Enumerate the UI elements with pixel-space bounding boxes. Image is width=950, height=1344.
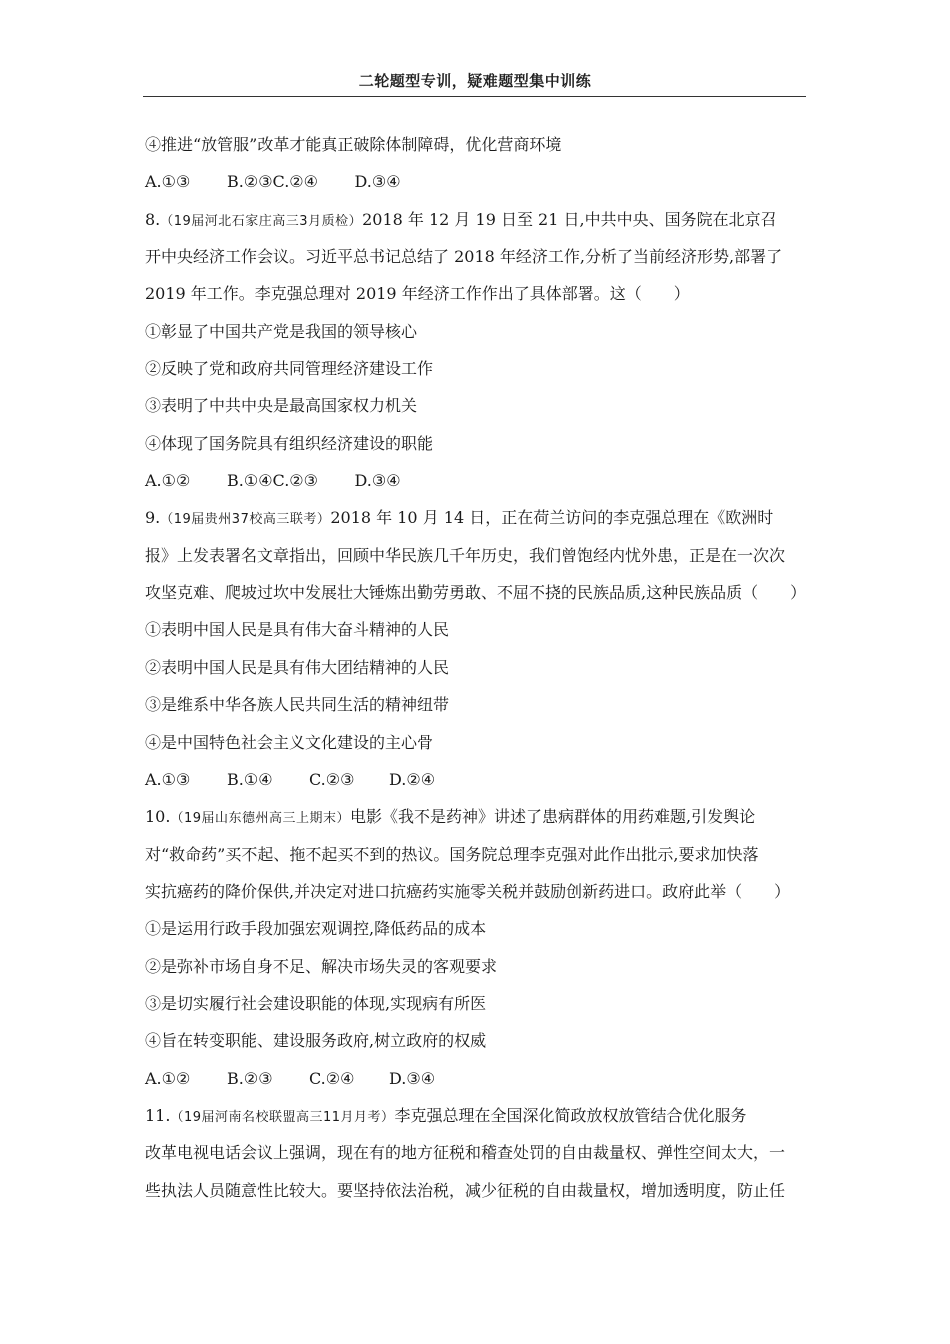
question-8-stem-line-1 (145, 201, 810, 238)
question-8-item-3: ③表明了中共中央是最高国家权力机关 (145, 396, 418, 416)
question-11-text-1: 李克强总理在全国深化简政放权放管结合优化服务 (394, 1105, 747, 1125)
question-9-item-2: ②表明中国人民是具有伟大团结精神的人民 (145, 657, 450, 677)
option-a: A.①③ (145, 172, 191, 192)
question-10-item-4: ④旨在转变职能、建设服务政府,树立政府的权威 (145, 1031, 487, 1051)
question-9-stem-line-1 (145, 499, 810, 536)
question-9-number: 9. (145, 508, 161, 528)
question-10-stem-line-1 (145, 798, 810, 835)
option-c: C.②④ (309, 1068, 355, 1088)
header-divider (143, 96, 806, 97)
question-9-stem-line-2: 报》上发表署名文章指出，回顾中华民族几千年历史，我们曾饱经内忧外患，正是在一次次 (145, 545, 786, 565)
option-d: D.③④ (389, 1068, 436, 1088)
option-b: B.②③ (227, 172, 273, 192)
prev-question-item-4: ④推进“放管服”改革才能真正破除体制障碍，优化营商环境 (145, 135, 562, 154)
option-a: A.①③ (145, 769, 191, 789)
option-c: C.②③ (309, 769, 355, 789)
question-8-source: （19届河北石家庄高三3月质检） (160, 213, 363, 229)
question-8-stem-line-2: 开中央经济工作会议。习近平总书记总结了 2018 年经济工作,分析了当前经济形势,部署了 (145, 247, 783, 267)
option-b: B.①④ (227, 769, 273, 789)
option-a: A.①② (145, 1068, 191, 1088)
question-10-stem-line-3: 实抗癌药的降价保供,并决定对进口抗癌药实施零关税并鼓励创新药进口。政府此举（ ） (145, 881, 791, 901)
question-11-number: 11. (145, 1105, 171, 1125)
question-8-stem-line-3: 2019 年工作。李克强总理对 2019 年经济工作作出了具体部署。这（ ） (145, 284, 690, 304)
question-10-item-1: ①是运用行政手段加强宏观调控,降低药品的成本 (145, 919, 487, 939)
question-10-text-1: 电影《我不是药神》讲述了患病群体的用药难题,引发舆论 (350, 807, 756, 827)
question-10-item-3: ③是切实履行社会建设职能的体现,实现病有所医 (145, 993, 487, 1013)
option-d: D.③④ (354, 172, 401, 192)
question-9-stem-line-3: 攻坚克难、爬坡过坎中发展壮大锤炼出勤劳勇敢、不屈不挠的民族品质,这种民族品质（ ） (145, 583, 807, 603)
question-11-stem-line-3: 些执法人员随意性比较大。要坚持依法治税，减少征税的自由裁量权，增加透明度，防止任 (145, 1180, 786, 1200)
question-8-item-2: ②反映了党和政府共同管理经济建设工作 (145, 359, 434, 379)
question-10-source: （19届山东德州高三上期末） (170, 811, 350, 827)
question-10-item-2: ②是弥补市场自身不足、解决市场失灵的客观要求 (145, 956, 498, 976)
question-8-text-1: 2018 年 12 月 19 日至 21 日,中共中央、国务院在北京召 (362, 209, 777, 229)
question-8-item-1: ①彰显了中国共产党是我国的领导核心 (145, 321, 418, 341)
question-9-source: （19届贵州37校高三联考） (160, 512, 331, 528)
option-b: B.①④ (227, 471, 273, 491)
question-11-stem-line-1 (145, 1097, 810, 1134)
question-9-item-3: ③是维系中华各族人民共同生活的精神纽带 (145, 695, 450, 715)
question-11-stem-line-2: 改革电视电话会议上强调，现在有的地方征税和稽查处罚的自由裁量权、弹性空间太大，一 (145, 1143, 786, 1163)
question-10-options (145, 1060, 810, 1097)
question-9-item-4: ④是中国特色社会主义文化建设的主心骨 (145, 732, 434, 752)
question-9-options (145, 761, 810, 798)
option-b: B.②③ (227, 1068, 273, 1088)
question-8-item-4: ④体现了国务院具有组织经济建设的职能 (145, 433, 434, 453)
question-9-text-1: 2018 年 10 月 14 日，正在荷兰访问的李克强总理在《欧洲时 (330, 508, 774, 528)
option-d: D.②④ (389, 769, 436, 789)
question-10-number: 10. (145, 807, 171, 827)
question-11-source: （19届河南名校联盟高三11月月考） (170, 1109, 395, 1125)
prev-question-options (145, 163, 810, 200)
question-10-stem-line-2: 对“救命药”买不起、拖不起买不到的热议。国务院总理李克强对此作出批示,要求加快落 (145, 844, 759, 864)
page-header-title: 二轮题型专训，疑难题型集中训练 (358, 72, 592, 90)
question-9-item-1: ①表明中国人民是具有伟大奋斗精神的人民 (145, 620, 450, 640)
question-8-number: 8. (145, 209, 161, 229)
question-8-options (145, 462, 810, 499)
option-c: C.②③ (272, 471, 318, 491)
option-c: C.②④ (272, 172, 318, 192)
document-body (145, 126, 810, 1209)
option-a: A.①② (145, 471, 191, 491)
option-d: D.③④ (354, 471, 401, 491)
